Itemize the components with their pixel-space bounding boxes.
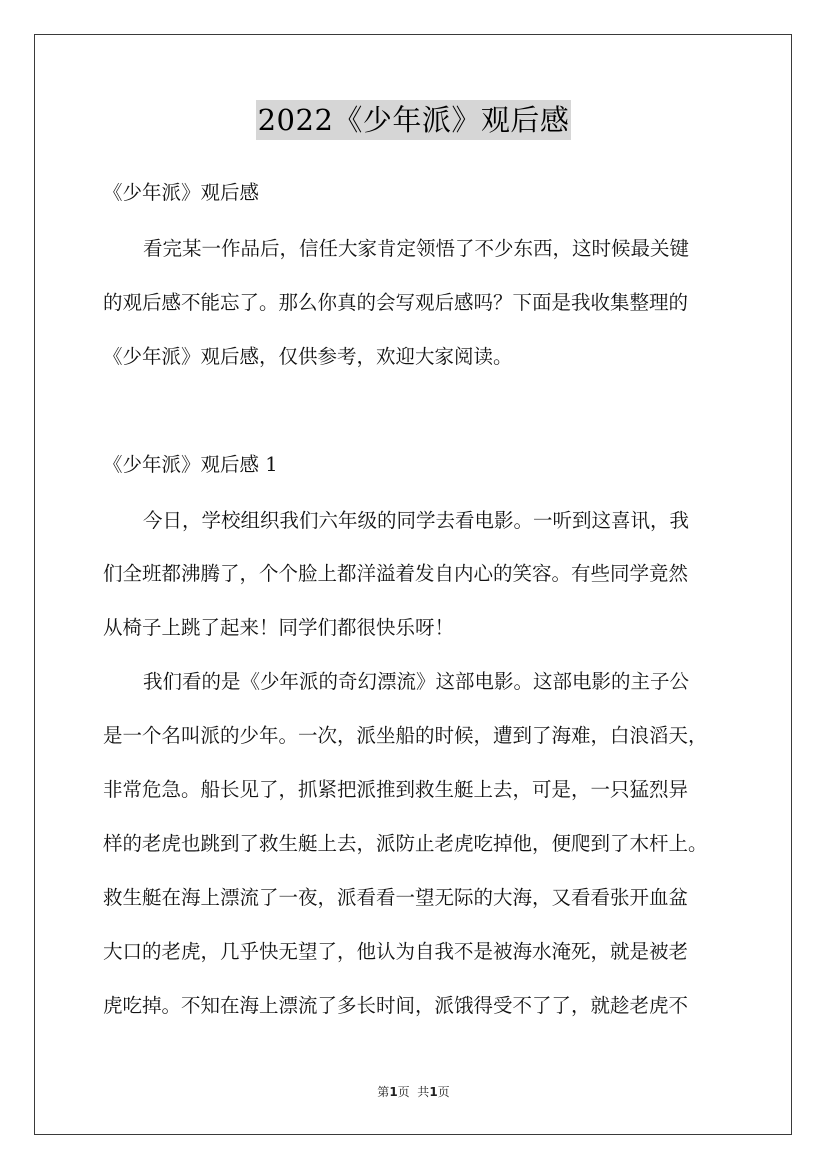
current-page-number: 1 [389,1085,398,1099]
paragraph-line: 样的老虎也跳到了救生艇上去，派防止老虎吃掉他，便爬到了木杆上。 [103,832,708,855]
page-label-prefix: 第 [377,1085,390,1099]
paragraph-line: 非常危急。船长见了，抓紧把派推到救生艇上去，可是，一只猛烈异 [103,778,689,801]
document-title: 2022《少年派》观后感 [256,100,572,140]
paragraph-line: 从椅子上跳了起来！同学们都很快乐呀！ [103,616,455,639]
total-page-number: 1 [429,1085,438,1099]
page-footer [0,1084,827,1100]
paragraph-line: 我们看的是《少年派的奇幻漂流》这部电影。这部电影的主子公 [143,670,690,693]
page-label-mid: 页 共 [397,1085,430,1099]
paragraph-line: 虎吃掉。不知在海上漂流了多长时间，派饿得受不了了，就趁老虎不 [103,994,689,1017]
title-container [0,100,827,140]
section-heading: 《少年派》观后感 1 [103,453,278,476]
intro-line: 《少年派》观后感，仅供参考，欢迎大家阅读。 [103,345,513,368]
section-heading: 《少年派》观后感 [103,181,260,204]
intro-line: 看完某一作品后，信任大家肯定领悟了不少东西，这时候最关键 [143,237,690,260]
paragraph-line: 大口的老虎，几乎快无望了，他认为自我不是被海水淹死，就是被老 [103,940,689,963]
paragraph-line: 是一个名叫派的少年。一次，派坐船的时候，遭到了海难，白浪滔天， [103,724,708,747]
paragraph-line: 救生艇在海上漂流了一夜，派看看一望无际的大海，又看看张开血盆 [103,886,689,909]
paragraph-line: 们全班都沸腾了，个个脸上都洋溢着发自内心的笑容。有些同学竟然 [103,562,689,585]
intro-line: 的观后感不能忘了。那么你真的会写观后感吗？下面是我收集整理的 [103,291,689,314]
paragraph-line: 今日，学校组织我们六年级的同学去看电影。一听到这喜讯，我 [143,509,690,532]
page-label-suffix: 页 [437,1085,450,1099]
